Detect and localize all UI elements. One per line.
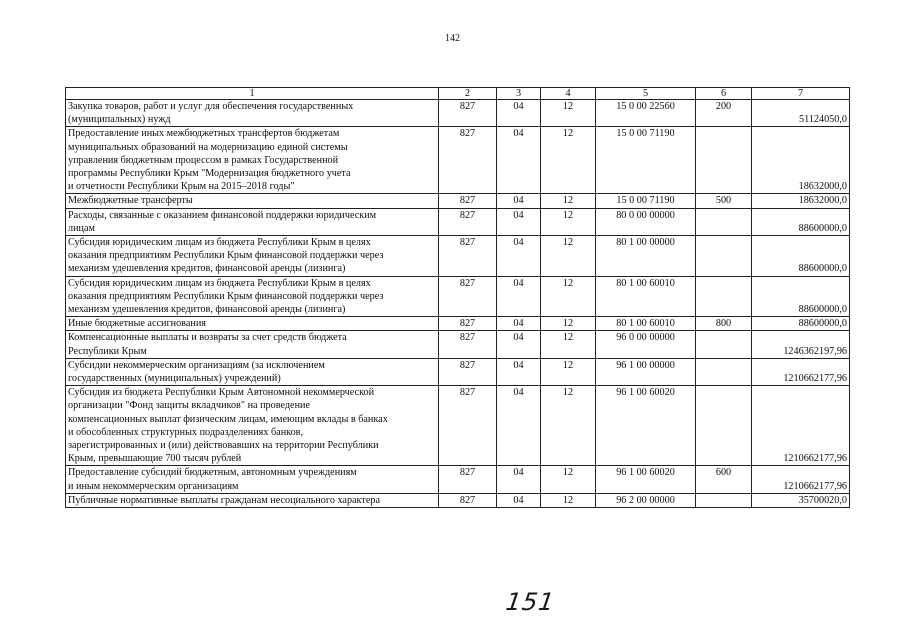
- header-cell-1: 1: [66, 88, 439, 100]
- section-cell: 04: [497, 208, 541, 235]
- table-row: [66, 331, 850, 358]
- expense-type-cell: 800: [696, 317, 752, 331]
- expense-type-cell: 600: [696, 466, 752, 493]
- table-row: [66, 466, 850, 493]
- section-cell: 04: [497, 386, 541, 466]
- expense-type-cell: 500: [696, 194, 752, 208]
- target-article-cell: 96 0 00 00000: [596, 331, 696, 358]
- header-cell-2: 2: [439, 88, 497, 100]
- section-cell: 04: [497, 493, 541, 507]
- admin-code-cell: 827: [439, 208, 497, 235]
- table-row: [66, 276, 850, 317]
- admin-code-cell: 827: [439, 466, 497, 493]
- amount-cell: 51124050,0: [752, 100, 850, 127]
- table-body: [66, 88, 850, 508]
- row-name-cell: Закупка товаров, работ и услуг для обеспечения государственных (муниципальных) нужд: [66, 100, 439, 127]
- row-name-cell: Межбюджетные трансферты: [66, 194, 439, 208]
- subsection-cell: 12: [541, 466, 596, 493]
- section-cell: 04: [497, 276, 541, 317]
- budget-table: [65, 87, 850, 508]
- section-cell: 04: [497, 127, 541, 194]
- amount-cell: 18632000,0: [752, 194, 850, 208]
- subsection-cell: 12: [541, 127, 596, 194]
- row-name-cell: Компенсационные выплаты и возвраты за счет средств бюджета Республики Крым: [66, 331, 439, 358]
- target-article-cell: 96 1 00 00000: [596, 358, 696, 385]
- handwritten-page-number: 151: [504, 588, 557, 616]
- row-name-cell: Субсидия юридическим лицам из бюджета Республики Крым в целях оказания предприятиям Республики Крым финансовой поддержки через механизм удешевления кредитов, финансовой аренды (лизинга): [66, 276, 439, 317]
- row-name-cell: Предоставление иных межбюджетных трансфертов бюджетам муниципальных образований на модернизацию единой системы управления бюджетным процессом в рамках Государственной программы Республики Крым "Модернизация бюджетного учета и отчетности Республики Крым на 2015–2018 годы": [66, 127, 439, 194]
- target-article-cell: 15 0 00 71190: [596, 127, 696, 194]
- subsection-cell: 12: [541, 493, 596, 507]
- table-row: [66, 208, 850, 235]
- amount-cell: 1210662177,96: [752, 466, 850, 493]
- section-cell: 04: [497, 100, 541, 127]
- table-row: [66, 358, 850, 385]
- admin-code-cell: 827: [439, 358, 497, 385]
- expense-type-cell: [696, 386, 752, 466]
- admin-code-cell: 827: [439, 317, 497, 331]
- target-article-cell: 80 1 00 60010: [596, 317, 696, 331]
- header-row: [66, 88, 850, 100]
- row-name-cell: Расходы, связанные с оказанием финансовой поддержки юридическим лицам: [66, 208, 439, 235]
- target-article-cell: 15 0 00 22560: [596, 100, 696, 127]
- table-row: [66, 493, 850, 507]
- admin-code-cell: 827: [439, 236, 497, 277]
- section-cell: 04: [497, 317, 541, 331]
- target-article-cell: 15 0 00 71190: [596, 194, 696, 208]
- target-article-cell: 80 1 00 60010: [596, 276, 696, 317]
- expense-type-cell: [696, 358, 752, 385]
- subsection-cell: 12: [541, 276, 596, 317]
- header-cell-3: 3: [497, 88, 541, 100]
- amount-cell: 18632000,0: [752, 127, 850, 194]
- amount-cell: 88600000,0: [752, 317, 850, 331]
- table-row: [66, 194, 850, 208]
- row-name-cell: Иные бюджетные ассигнования: [66, 317, 439, 331]
- expense-type-cell: [696, 331, 752, 358]
- section-cell: 04: [497, 236, 541, 277]
- subsection-cell: 12: [541, 331, 596, 358]
- subsection-cell: 12: [541, 236, 596, 277]
- amount-cell: 1246362197,96: [752, 331, 850, 358]
- table-row: [66, 236, 850, 277]
- expense-type-cell: [696, 276, 752, 317]
- section-cell: 04: [497, 331, 541, 358]
- amount-cell: 1210662177,96: [752, 358, 850, 385]
- header-cell-5: 5: [596, 88, 696, 100]
- expense-type-cell: [696, 493, 752, 507]
- target-article-cell: 96 1 00 60020: [596, 466, 696, 493]
- expense-type-cell: [696, 236, 752, 277]
- table-row: [66, 386, 850, 466]
- subsection-cell: 12: [541, 386, 596, 466]
- amount-cell: 88600000,0: [752, 276, 850, 317]
- page-number: 142: [445, 33, 460, 44]
- amount-cell: 35700020,0: [752, 493, 850, 507]
- header-cell-4: 4: [541, 88, 596, 100]
- admin-code-cell: 827: [439, 194, 497, 208]
- section-cell: 04: [497, 194, 541, 208]
- row-name-cell: Публичные нормативные выплаты гражданам несоциального характера: [66, 493, 439, 507]
- target-article-cell: 80 1 00 00000: [596, 236, 696, 277]
- subsection-cell: 12: [541, 194, 596, 208]
- subsection-cell: 12: [541, 100, 596, 127]
- table-row: [66, 317, 850, 331]
- amount-cell: 1210662177,96: [752, 386, 850, 466]
- header-cell-6: 6: [696, 88, 752, 100]
- row-name-cell: Субсидии некоммерческим организациям (за исключением государственных (муниципальных) учреждений): [66, 358, 439, 385]
- row-name-cell: Субсидия из бюджета Республики Крым Автономной некоммерческой организации "Фонд защиты вкладчиков" на проведение компенсационных выплат физическим лицам, имеющим вклады в банках и обособленных структурных подразделениях банков, зарегистрированных и (или) действовавших на территории Республики Крым, превышающие 700 тысяч рублей: [66, 386, 439, 466]
- row-name-cell: Предоставление субсидий бюджетным, автономным учреждениям и иным некоммерческим организациям: [66, 466, 439, 493]
- admin-code-cell: 827: [439, 100, 497, 127]
- amount-cell: 88600000,0: [752, 236, 850, 277]
- subsection-cell: 12: [541, 317, 596, 331]
- row-name-cell: Субсидия юридическим лицам из бюджета Республики Крым в целях оказания предприятиям Республики Крым финансовой поддержки через механизм удешевления кредитов, финансовой аренды (лизинга): [66, 236, 439, 277]
- table-row: [66, 100, 850, 127]
- expense-type-cell: 200: [696, 100, 752, 127]
- admin-code-cell: 827: [439, 493, 497, 507]
- target-article-cell: 80 0 00 00000: [596, 208, 696, 235]
- expense-type-cell: [696, 127, 752, 194]
- subsection-cell: 12: [541, 358, 596, 385]
- section-cell: 04: [497, 466, 541, 493]
- target-article-cell: 96 1 00 60020: [596, 386, 696, 466]
- table-row: [66, 127, 850, 194]
- admin-code-cell: 827: [439, 331, 497, 358]
- amount-cell: 88600000,0: [752, 208, 850, 235]
- header-cell-7: 7: [752, 88, 850, 100]
- subsection-cell: 12: [541, 208, 596, 235]
- admin-code-cell: 827: [439, 276, 497, 317]
- target-article-cell: 96 2 00 00000: [596, 493, 696, 507]
- admin-code-cell: 827: [439, 386, 497, 466]
- section-cell: 04: [497, 358, 541, 385]
- expense-type-cell: [696, 208, 752, 235]
- admin-code-cell: 827: [439, 127, 497, 194]
